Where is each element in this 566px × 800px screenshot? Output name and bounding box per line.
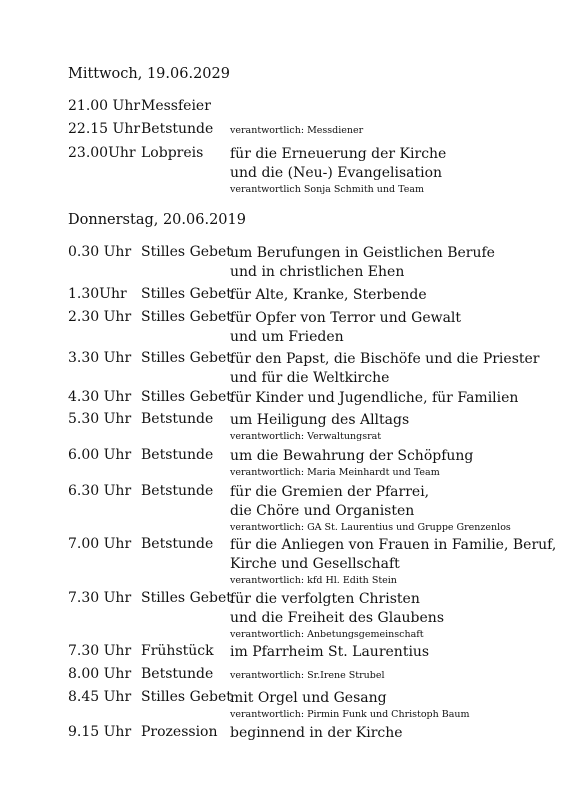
time-label: 6.00 Uhr (68, 447, 132, 463)
time-label: 8.00 Uhr (68, 666, 132, 682)
responsible-note: verantwortlich: Anbetungsgemeinschaft (230, 629, 424, 640)
activity-label: Betstunde (141, 411, 214, 427)
time-label: 22.15 Uhr (68, 121, 141, 137)
time-label: 9.15 Uhr (68, 724, 132, 740)
intention-block (230, 447, 540, 479)
activity-label: Prozession (141, 724, 218, 740)
intention-line: für Kinder und Jugendliche, für Familien (230, 390, 519, 406)
time-label: 5.30 Uhr (68, 411, 132, 427)
activity-label: Frühstück (141, 643, 214, 659)
intention-block (230, 666, 540, 685)
intention-block (230, 689, 540, 721)
intention-block (230, 643, 540, 662)
responsible-note: verantwortlich: GA St. Laurentius und Gruppe Grenzenlos (230, 522, 511, 533)
intention-line: um Heiligung des Alltags (230, 412, 410, 428)
intention-line: mit Orgel und Gesang (230, 690, 387, 706)
intention-line: für die Gremien der Pfarrei, (230, 484, 430, 500)
activity-label: Stilles Gebet (141, 590, 232, 606)
intention-line: für Opfer von Terror und Gewalt (230, 310, 462, 326)
time-label: 0.30 Uhr (68, 244, 132, 260)
intention-block (230, 389, 540, 408)
activity-label: Stilles Gebet (141, 689, 232, 705)
intention-line: für den Papst, die Bischöfe und die Priester (230, 351, 540, 367)
intention-line: und die Freiheit des Glaubens (230, 610, 444, 626)
time-label: 4.30 Uhr (68, 389, 132, 405)
activity-label: Lobpreis (141, 145, 204, 161)
intention-line: und die (Neu-) Evangelisation (230, 165, 443, 181)
activity-label: Betstunde (141, 483, 214, 499)
intention-line: für die verfolgten Christen (230, 591, 420, 607)
intention-block (230, 286, 540, 305)
responsible-note: verantwortlich: Pirmin Funk und Christoph Baum (230, 709, 470, 720)
day-heading-wednesday: Mittwoch, 19.06.2029 (68, 66, 230, 82)
activity-label: Stilles Gebet (141, 389, 232, 405)
intention-line: um Berufungen in Geistlichen Berufe (230, 245, 495, 261)
time-label: 1.30Uhr (68, 286, 127, 302)
activity-label: Stilles Gebet (141, 309, 232, 325)
intention-line: im Pfarrheim St. Laurentius (230, 644, 430, 660)
intention-line: um die Bewahrung der Schöpfung (230, 448, 474, 464)
intention-line: beginnend in der Kirche (230, 725, 403, 741)
day-heading-thursday: Donnerstag, 20.06.2019 (68, 212, 246, 228)
intention-line: und für die Weltkirche (230, 370, 390, 386)
activity-label: Betstunde (141, 536, 214, 552)
activity-label: Stilles Gebet (141, 286, 232, 302)
intention-line: für Alte, Kranke, Sterbende (230, 287, 427, 303)
intention-block (230, 121, 540, 140)
time-label: 8.45 Uhr (68, 689, 132, 705)
intention-line: Kirche und Gesellschaft (230, 556, 400, 572)
intention-block (230, 483, 540, 534)
activity-label: Stilles Gebet (141, 350, 232, 366)
intention-block (230, 536, 557, 587)
responsible-note: verantwortlich: Maria Meinhardt und Team (230, 467, 440, 478)
intention-block (230, 590, 540, 641)
responsible-note: verantwortlich: Sr.Irene Strubel (230, 670, 385, 681)
activity-label: Betstunde (141, 447, 214, 463)
intention-block (230, 724, 540, 743)
activity-label: Betstunde (141, 666, 214, 682)
time-label: 23.00Uhr (68, 145, 136, 161)
responsible-note: verantwortlich: kfd Hl. Edith Stein (230, 575, 397, 586)
intention-line: für die Erneuerung der Kirche (230, 146, 447, 162)
time-label: 7.00 Uhr (68, 536, 132, 552)
activity-label: Messfeier (141, 98, 211, 114)
intention-line: und um Frieden (230, 329, 344, 345)
time-label: 2.30 Uhr (68, 309, 132, 325)
time-label: 3.30 Uhr (68, 350, 132, 366)
time-label: 6.30 Uhr (68, 483, 132, 499)
intention-line: die Chöre und Organisten (230, 503, 415, 519)
intention-line: und in christlichen Ehen (230, 264, 405, 280)
intention-block (230, 244, 540, 282)
time-label: 7.30 Uhr (68, 643, 132, 659)
responsible-note: verantwortlich: Verwaltungsrat (230, 431, 382, 442)
intention-block (230, 145, 540, 196)
intention-block (230, 309, 540, 347)
time-label: 21.00 Uhr (68, 98, 141, 114)
activity-label: Betstunde (141, 121, 214, 137)
responsible-note: verantwortlich: Messdiener (230, 125, 364, 136)
intention-block (230, 411, 540, 443)
intention-line: für die Anliegen von Frauen in Familie, Beruf, (230, 537, 557, 553)
intention-block (230, 350, 540, 388)
time-label: 7.30 Uhr (68, 590, 132, 606)
responsible-note: verantwortlich Sonja Schmith und Team (230, 184, 425, 195)
activity-label: Stilles Gebet (141, 244, 232, 260)
